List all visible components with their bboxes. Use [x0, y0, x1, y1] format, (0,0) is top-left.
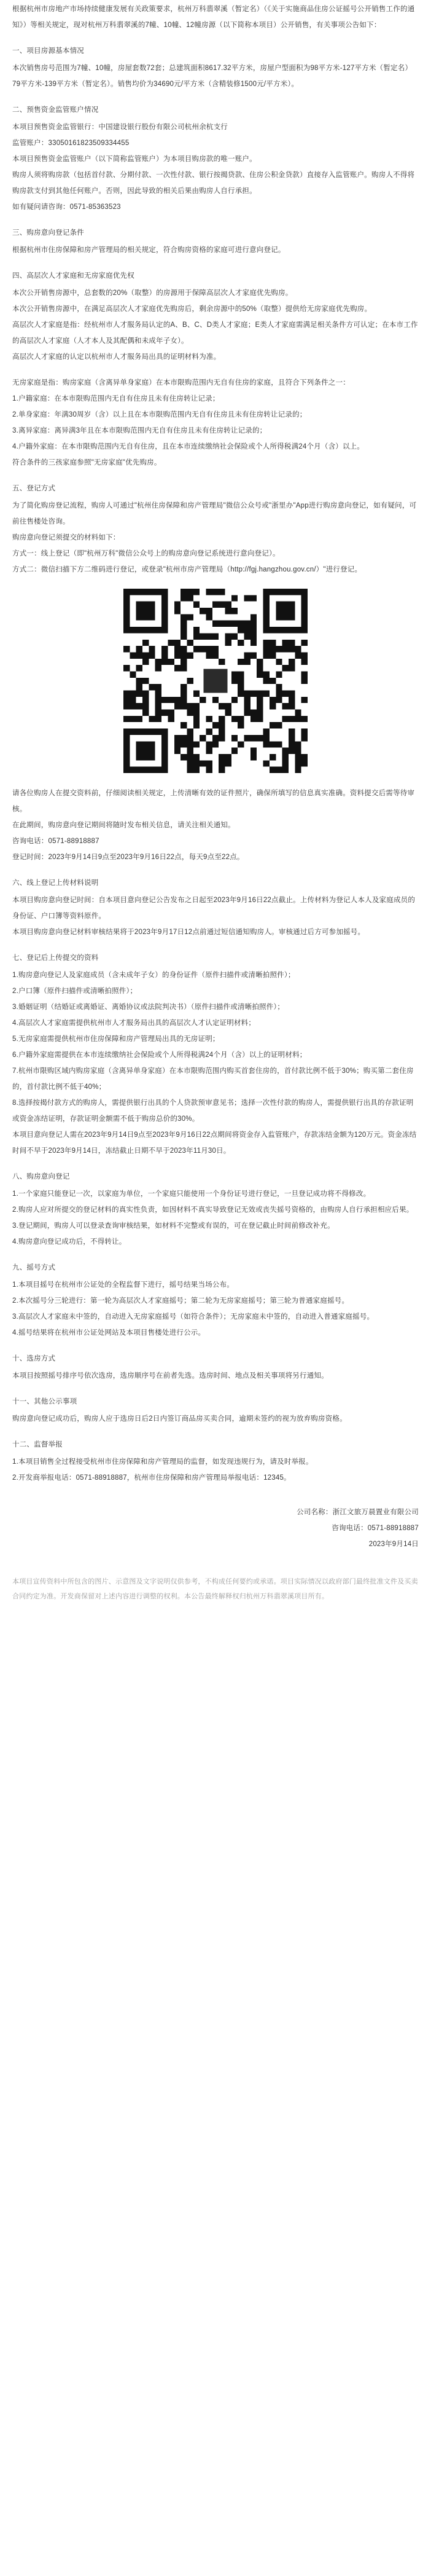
sections-container	[12, 43, 419, 578]
section-title: 八、购房意向登记	[12, 1173, 70, 1180]
section-paragraph: 请各位购房人在提交资料前，仔细阅读相关规定，上传清晰有效的证件照片，确保所填写的信息真实准确。资料提交后需等待审核。	[12, 790, 415, 813]
contact-phone: 咨询电话：0571-88918887	[332, 1525, 419, 1532]
section-title: 十一、其他公示事项	[12, 1398, 77, 1405]
section-paragraph: 2.本次摇号分三轮进行：第一轮为高层次人才家庭摇号；第二轮为无房家庭摇号；第三轮为普通家庭摇号。	[12, 1297, 349, 1305]
section-paragraph: 高层次人才家庭的认定以杭州市人才服务局出具的证明材料为准。	[12, 353, 221, 361]
section-paragraph: 本项目意向登记人需在2023年9月14日9点至2023年9月16日22点期间将资金存入监管账户，存款冻结金额为120万元。资金冻结时间不早于2023年9月14日，冻结截止日期不早于2023年11月30日。	[12, 1131, 417, 1155]
section-paragraph: 购房意向登记成功后，购房人应于选房日后2日内签订商品房买卖合同，逾期未签约的视为放弃购房资格。	[12, 1415, 347, 1423]
section-paragraph: 4.摇号结果将在杭州市公证处网站及本项目售楼处进行公示。	[12, 1329, 206, 1337]
section-paragraph: 7.杭州市限购区域内购房家庭（含离异单身家庭）在本市限购范围内购买首套住房的，首付款比例不低于30%；购买第二套住房的，首付款比例不低于40%；	[12, 1067, 414, 1091]
section-title: 四、高层次人才家庭和无房家庭优先权	[12, 272, 134, 280]
section-paragraph: 5.无房家庭需提供杭州市住房保障和房产管理局出具的无房证明；	[12, 1035, 220, 1043]
section	[12, 43, 419, 92]
section-paragraph: 高层次人才家庭是指：经杭州市人才服务局认定的A、B、C、D类人才家庭；E类人才家庭需满足相关条件方可认定；在本市工作的高层次人才家庭（人才本人及其配偶和未成年子女）。	[12, 321, 418, 345]
section-paragraph: 2.户口簿（原件扫描件或清晰拍照件）；	[12, 988, 138, 995]
section-paragraph: 4.购房意向登记成功后，不得转让。	[12, 1238, 126, 1246]
section-title: 十、选房方式	[12, 1355, 56, 1362]
section-paragraph: 3.登记期间，购房人可以登录查询审核结果，如材料不完整或有误的，可在登记截止时间前修改补充。	[12, 1222, 335, 1230]
section-title: 七、登记后上传提交的资料	[12, 954, 99, 962]
section-title: 五、登记方式	[12, 485, 56, 492]
section-paragraph: 购房意向登记须提交的材料如下：	[12, 534, 120, 541]
section-paragraph: 4.高层次人才家庭需提供杭州市人才服务局出具的高层次人才认定证明材料；	[12, 1019, 256, 1027]
section-paragraph: 8.选择按揭付款方式的购房人，需提供银行出具的个人贷款预审意见书；选择一次性付款的购房人，需提供银行出具的存款证明或资金冻结证明，存款证明金额需不低于购房总价的30%。	[12, 1099, 414, 1123]
section-paragraph: 1.户籍家庭：在本市限购范围内无自有住房且未有住房转让记录；	[12, 395, 220, 402]
section-paragraph: 1.本项目摇号在杭州市公证处的全程监督下进行，摇号结果当场公布。	[12, 1281, 234, 1289]
section	[12, 1351, 419, 1384]
section-paragraph: 本次公开销售房源中，总套数的20%（取整）的房源用于保障高层次人才家庭优先购房。	[12, 289, 293, 297]
section-paragraph: 如有疑问请咨询：0571-85363523	[12, 203, 121, 211]
section-paragraph: 方式二：微信扫描下方二维码进行登记，或登录"杭州市房产管理局（http://fgj.hangzhou.gov.cn/）"进行登记。	[12, 566, 362, 573]
section	[12, 375, 419, 471]
section	[12, 950, 419, 1159]
section-paragraph: 本次公开销售房源中，在满足高层次人才家庭优先购房后，剩余房源中的50%（取整）提供给无房家庭优先购房。	[12, 305, 372, 313]
section-paragraph: 方式一：线上登记（即"杭州万科"微信公众号上的购房意向登记系统进行意向登记）。	[12, 550, 280, 557]
disclaimer-text: 本项目宣传资料中所包含的图片、示意图及文字说明仅供参考，不构成任何要约或承诺。项目实际情况以政府部门最终批准文件及买卖合同约定为准。开发商保留对上述内容进行调整的权利。本公告最终解释权归杭州万科翡翠溪项目所有。	[12, 1578, 418, 1600]
section-paragraph: 1.一个家庭只能登记一次，以家庭为单位，一个家庭只能使用一个身份证号进行登记，一旦登记成功将不得修改。	[12, 1190, 371, 1198]
section-paragraph: 监管账户：33050161823509334455	[12, 139, 130, 147]
section-title: 三、购房意向登记条件	[12, 229, 84, 237]
section-paragraph: 6.户籍外家庭需提供在本市连续缴纳社会保险或个人所得税满24个月（含）以上的证明材料；	[12, 1051, 307, 1059]
section-paragraph: 本次销售房号范围为7幢、10幢，房屋套数72套；总建筑面积8617.32平方米，房屋户型面积为98平方米-127平方米（暂定名）79平方米-139平方米（暂定名）。销售均价为34690元/平方米（含精装修1500元/平方米）。	[12, 65, 413, 88]
section	[12, 1169, 419, 1250]
signature-block	[12, 1504, 419, 1552]
section-paragraph: 在此期间，购房意向登记期间将随时发布相关信息，请关注相关通知。	[12, 822, 235, 829]
section-paragraph: 本项目预售资金监管银行：中国建设银行股份有限公司杭州余杭支行	[12, 124, 228, 131]
section	[12, 1260, 419, 1341]
section-paragraph: 为了简化购房登记流程，购房人可通过"杭州住房保障和房产管理局"微信公众号或"浙里办"App进行购房意向登记，如有疑问，可前往售楼处咨询。	[12, 502, 417, 525]
section-paragraph: 2.开发商举报电话：0571-88918887，杭州市住房保障和房产管理局举报电话：12345。	[12, 1474, 291, 1482]
section-paragraph: 登记时间：2023年9月14日9点至2023年9月16日22点，每天9点至22点。	[12, 854, 244, 861]
company-name: 公司名称：浙江文旅万晨置业有限公司	[297, 1509, 419, 1516]
section-paragraph: 2.单身家庭：年满30周岁（含）以上且在本市限购范围内无自有住房且未有住房转让记录的；	[12, 411, 307, 418]
section-paragraph: 3.离异家庭：离异满3年且在本市限购范围内无自有住房且未有住房转让记录的；	[12, 427, 267, 434]
section-title: 一、项目房源基本情况	[12, 47, 84, 55]
sections-container-2	[12, 785, 419, 1486]
qr-code-wrapper	[12, 589, 419, 773]
section-paragraph: 咨询电话：0571-88918887	[12, 838, 99, 845]
section-title: 九、摇号方式	[12, 1264, 56, 1271]
section-paragraph: 无房家庭是指：购房家庭（含离异单身家庭）在本市限购范围内无自有住房的家庭，且符合下列条件之一：	[12, 379, 350, 387]
section-title: 十二、监督举报	[12, 1441, 63, 1448]
section-paragraph: 1.购房意向登记人及家庭成员（含未成年子女）的身份证件（原件扫描件或清晰拍照件）；	[12, 972, 295, 979]
announcement-date: 2023年9月14日	[368, 1541, 419, 1548]
section	[12, 268, 419, 365]
section-paragraph: 本项目预售资金监管账户（以下简称监管账户）为本项目购房款的唯一账户。	[12, 155, 257, 163]
section	[12, 225, 419, 258]
section-paragraph: 购房人须将购房款（包括首付款、分期付款、一次性付款、银行按揭贷款、住房公积金贷款）直接存入监管账户。购房人不得将购房款支付到其他任何账户。否则，因此导致的相关后果由购房人自行承担。	[12, 171, 415, 195]
section-paragraph: 2.购房人应对所提交的登记材料的真实性负责，如因材料不真实导致登记无效或丧失摇号资格的，由购房人自行承担相应后果。	[12, 1206, 414, 1214]
qr-code[interactable]	[123, 589, 308, 773]
section	[12, 481, 419, 578]
section	[12, 1394, 419, 1427]
intro-paragraph: 根据杭州市房地产市场持续健康发展有关政策要求，杭州万科翡翠溪（暂定名）（《关于实施商品住房公证摇号公开销售工作的通知》）等相关规定，现对杭州万科翡翠溪的7幢、10幢、12幢房源（以下简称本项目）公开销售，有关事项公告如下：	[12, 6, 415, 29]
section-paragraph: 符合条件的三孩家庭参照"无房家庭"优先购房。	[12, 459, 161, 466]
section	[12, 785, 419, 865]
section-paragraph: 根据杭州市住房保障和房产管理局的相关规定，符合购房资格的家庭可进行意向登记。	[12, 246, 285, 254]
section	[12, 102, 419, 215]
section-paragraph: 本项目购房意向登记时间：自本项目意向登记公告发布之日起至2023年9月16日22点截止。上传材料为登记人本人及家庭成员的身份证、户口簿等资料原件。	[12, 897, 416, 920]
section-paragraph: 1.本项目销售全过程接受杭州市住房保障和房产管理局的监督，如发现违规行为，请及时举报。	[12, 1458, 313, 1466]
section-title: 六、线上登记上传材料说明	[12, 879, 99, 887]
section-title: 二、预售资金监管账户情况	[12, 106, 99, 114]
section-paragraph: 3.婚姻证明（结婚证或离婚证、离婚协议或法院判决书）（原件扫描件或清晰拍照件）；	[12, 1003, 285, 1011]
section-paragraph: 4.户籍外家庭：在本市限购范围内无自有住房，且在本市连续缴纳社会保险或个人所得税满24个月（含）以上。	[12, 443, 365, 450]
section	[12, 875, 419, 940]
section-paragraph: 本项目按照摇号排序号依次选房，选房顺序号在前者先选。选房时间、地点及相关事项将另行通知。	[12, 1372, 328, 1380]
section-paragraph: 本项目购房意向登记材料审核结果将于2023年9月17日12点前通过短信通知购房人。审核通过后方可参加摇号。	[12, 929, 365, 936]
section	[12, 1437, 419, 1486]
section-paragraph: 3.高层次人才家庭未中签的，自动进入无房家庭摇号（如符合条件）；无房家庭未中签的，自动进入普通家庭摇号。	[12, 1313, 375, 1321]
